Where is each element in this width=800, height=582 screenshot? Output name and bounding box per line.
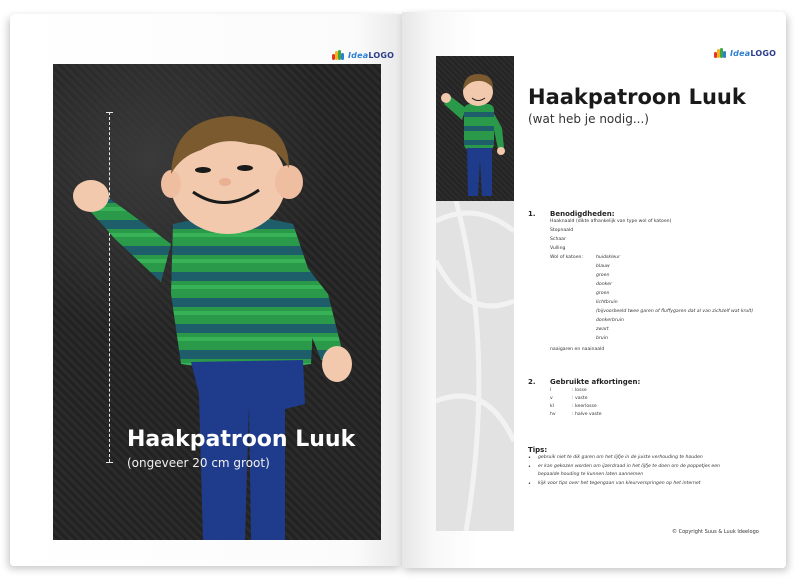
color-item: blauw <box>596 264 610 269</box>
list-item: Vulling <box>550 246 566 251</box>
brand-logo <box>332 50 394 60</box>
section-1-heading: Benodigdheden: <box>550 210 615 218</box>
color-note: (bijvoorbeeld twee garen of fluffygaren dat al van zichzelf wat krult) <box>596 309 754 314</box>
abbr-key: l <box>550 388 552 393</box>
section-1-number: 1. <box>528 210 536 218</box>
doll-thumbnail-illustration <box>436 56 514 201</box>
bullet-icon: • <box>528 481 531 487</box>
color-item: donkerbruin <box>596 318 624 323</box>
tips-heading: Tips: <box>528 446 548 454</box>
photo-title: Haakpatroon Luuk <box>127 427 356 452</box>
page-subtitle: (wat heb je nodig...) <box>528 112 649 126</box>
list-item: Schaar <box>550 237 566 242</box>
abbr-meaning: : vaste <box>572 396 588 401</box>
list-item: Stopnaald <box>550 228 574 233</box>
abbr-meaning: : halve vaste <box>572 412 602 417</box>
wool-label: Wol of katoen: <box>550 255 583 260</box>
bullet-icon: • <box>528 464 531 470</box>
color-item: groen <box>596 291 610 296</box>
color-item: zwart <box>596 327 609 332</box>
tip-item: gebruik niet te dik garen om het lijfje in de juiste verhouding te houden <box>538 455 703 460</box>
abbr-key: v <box>550 396 553 401</box>
wave-decoration <box>436 201 514 531</box>
tip-item: er kan gekozen worden om ijzerdraad in het lijfje te doen om de poppetjes een <box>538 464 720 469</box>
list-item: Haaknaald (dikte afhankelijk van type wol of katoen) <box>550 219 672 224</box>
logo-prefix: Idea <box>348 50 369 60</box>
list-item-extra: naaigaren en naainaald <box>550 347 605 352</box>
logo-suffix: LOGO <box>750 48 777 58</box>
copyright-notice: © Copyright Suus & Luuk Ideelogo <box>672 529 759 535</box>
section-2-number: 2. <box>528 378 536 386</box>
color-item: donker <box>596 282 613 287</box>
doll-thumbnail <box>436 56 514 201</box>
color-item: lichtbruin <box>596 300 618 305</box>
right-page <box>402 12 786 568</box>
abbr-key: kl <box>550 404 554 409</box>
left-page <box>10 14 402 566</box>
abbr-key: hv <box>550 412 556 417</box>
section-2-heading: Gebruikte afkortingen: <box>550 378 641 386</box>
color-item: groen <box>596 273 610 278</box>
logo-mark-icon <box>332 50 346 60</box>
logo-mark-icon <box>714 48 728 58</box>
abbr-meaning: : losse <box>572 388 587 393</box>
tip-item: kijk voor tips over het tegengaan van kleurverspringen op het internet <box>538 481 701 486</box>
photo-subtitle: (ongeveer 20 cm groot) <box>127 456 270 470</box>
abbr-meaning: : keerlosse <box>572 404 597 409</box>
color-item: huidskleur <box>596 255 620 260</box>
doll-photo <box>53 64 381 540</box>
tip-item-continued: bepaalde houding te kunnen laten aannemen <box>538 472 644 477</box>
brand-logo-right <box>714 48 776 58</box>
logo-suffix: LOGO <box>368 50 395 60</box>
page-title: Haakpatroon Luuk <box>528 85 746 109</box>
logo-prefix: Idea <box>730 48 751 58</box>
color-item: bruin <box>596 336 608 341</box>
decorative-sidebar <box>436 201 514 531</box>
bullet-icon: • <box>528 455 531 461</box>
